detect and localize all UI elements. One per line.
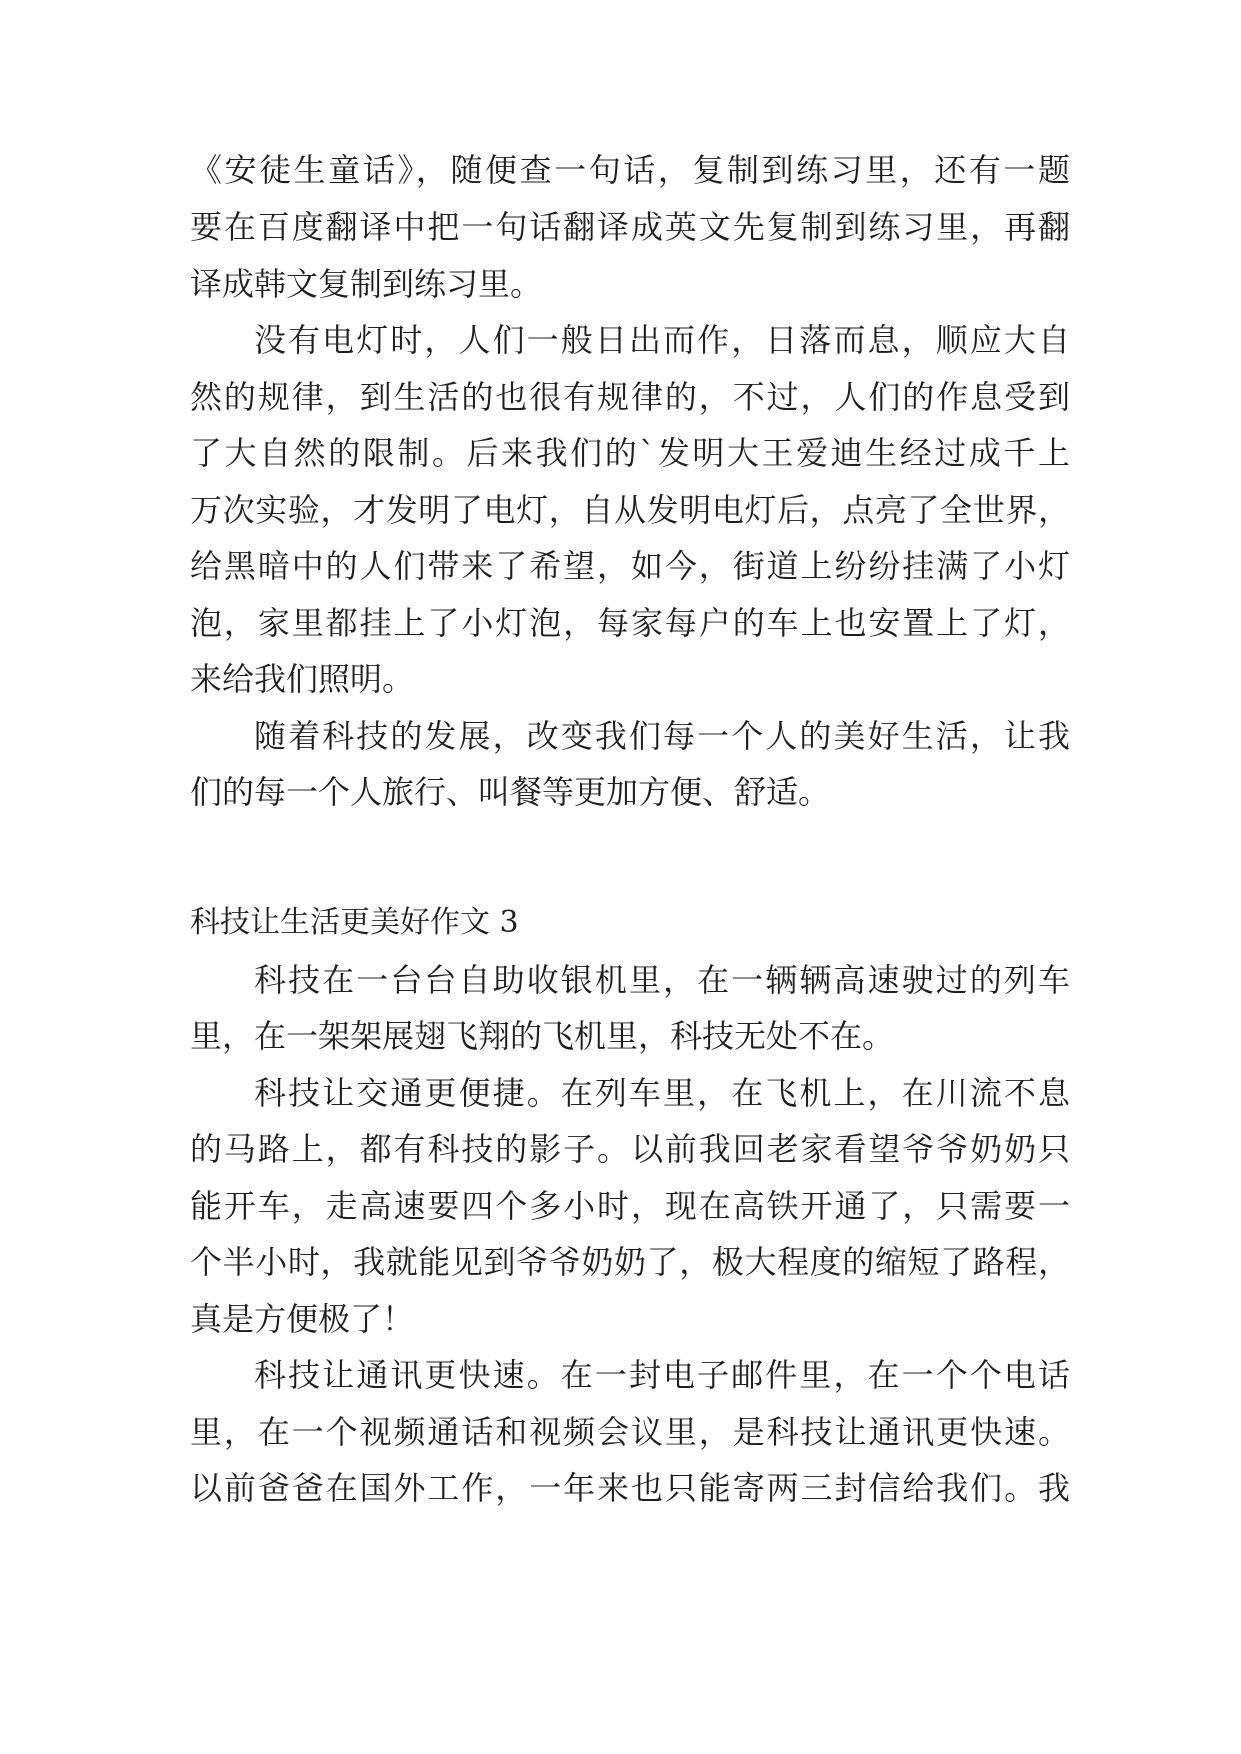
text-line: 真是方便极了！ [190,1300,415,1338]
text-line: 随着科技的发展，改变我们每一个人的美好生活，让我 [254,717,1070,755]
text-line: 个半小时，我就能见到爷爷奶奶了，极大程度的缩短了路程， [190,1243,1070,1281]
text-line: 然的规律，到生活的也很有规律的，不过，人们的作息受到 [190,378,1070,416]
text-line: 里，在一架架展翅飞翔的飞机里，科技无处不在。 [190,1017,895,1055]
text-line: 以前爸爸在国外工作，一年来也只能寄两三封信给我们。我 [190,1469,1070,1507]
text-line: 万次实验，才发明了电灯，自从发明电灯后，点亮了全世界， [190,491,1070,529]
text-line: 里，在一个视频通话和视频会议里，是科技让通讯更快速。 [190,1413,1070,1451]
text-line: 科技让通讯更快速。在一封电子邮件里，在一个个电话 [254,1356,1070,1394]
text-line: 科技在一台台自助收银机里，在一辆辆高速驶过的列车 [254,961,1070,999]
text-line: 给黑暗中的人们带来了希望，如今，街道上纷纷挂满了小灯 [190,547,1070,585]
text-line: 的马路上，都有科技的影子。以前我回老家看望爷爷奶奶只 [190,1130,1070,1168]
text-line: 们的每一个人旅行、叫餐等更加方便、舒适。 [190,773,831,811]
text-line: 《安徒生童话》，随便查一句话，复制到练习里，还有一题 [190,151,1070,189]
section-heading: 科技让生活更美好作文 3 [190,905,519,940]
text-line: 要在百度翻译中把一句话翻译成英文先复制到练习里，再翻 [190,208,1070,246]
text-line: 泡，家里都挂上了小灯泡，每家每户的车上也安置上了灯， [190,604,1070,642]
text-line: 没有电灯时，人们一般日出而作，日落而息，顺应大自 [254,321,1070,359]
text-line: 科技让交通更便捷。在列车里，在飞机上，在川流不息 [254,1074,1070,1112]
text-line: 了大自然的限制。后来我们的`发明大王爱迪生经过成千上 [190,434,1070,472]
text-line: 来给我们照明。 [190,660,415,698]
text-line: 译成韩文复制到练习里。 [190,265,543,303]
text-line: 能开车，走高速要四个多小时，现在高铁开通了，只需要一 [190,1187,1070,1225]
